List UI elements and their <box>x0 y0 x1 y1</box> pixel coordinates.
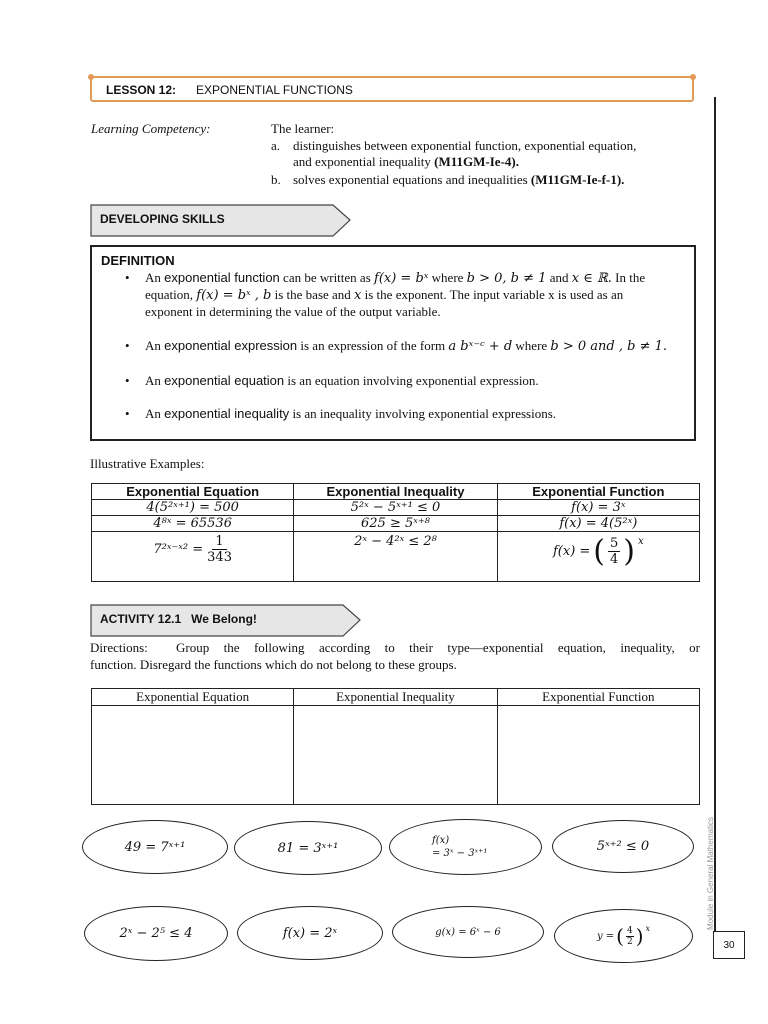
fraction-denominator: 343 <box>207 550 232 565</box>
directions-label: Directions: <box>90 640 148 655</box>
expression-card[interactable]: g(x) = 6ˣ − 6 <box>392 906 544 958</box>
directions <box>90 639 700 673</box>
fraction-expression <box>552 533 644 569</box>
math: x ∈ ℝ. <box>571 271 612 286</box>
fraction-lhs: y = <box>596 930 615 942</box>
competency-item-b-code: (M11GM-Ie-f-1). <box>530 172 625 187</box>
math: a bˣ⁻ᶜ + d <box>448 339 513 354</box>
competency-item-b-text: solves exponential equations and inequalities <box>293 172 528 187</box>
table-cell: 4(5²ˣ⁺¹) = 500 <box>92 500 294 516</box>
fraction-numerator: 4 <box>626 925 633 936</box>
competency-item-a-code: (M11GM-Ie-4). <box>434 154 519 169</box>
math: f(x) = bˣ <box>374 271 429 286</box>
exponent: x <box>638 536 644 547</box>
examples-heading: Illustrative Examples: <box>90 456 205 471</box>
table-row <box>92 532 700 582</box>
page-margin-rule <box>714 97 716 932</box>
examples-header-inequality: Exponential Inequality <box>294 484 497 500</box>
expression-card[interactable] <box>554 909 693 963</box>
fraction <box>608 536 620 567</box>
paren-close: ) <box>623 533 636 569</box>
definition-bullet-expression <box>125 338 690 355</box>
lesson-label: LESSON 12: <box>106 83 177 97</box>
paren-open: ( <box>593 533 606 569</box>
definition-title: DEFINITION <box>101 253 175 268</box>
fraction-expression <box>153 534 232 565</box>
table-row <box>92 516 700 532</box>
directions-text: function. Disregard the functions which do not belong to these groups. <box>90 657 457 672</box>
math: f(x) = bˣ , b <box>196 288 272 303</box>
answer-cell-function[interactable] <box>497 706 699 805</box>
expression-card[interactable]: 81 = 3ˣ⁺¹ <box>234 821 382 875</box>
text: can be written as <box>283 270 371 285</box>
text: is an equation involving exponential expression. <box>287 373 539 388</box>
text: is the exponent. The input variable x is used as an <box>364 287 624 302</box>
term-exponential-function: exponential function <box>164 270 280 285</box>
expression-card[interactable]: f(x) = 2ˣ <box>237 906 383 960</box>
table-cell: f(x) = 3ˣ <box>497 500 699 516</box>
answer-cell-inequality[interactable] <box>294 706 497 805</box>
table-cell: 2ˣ − 4²ˣ ≤ 2⁸ <box>294 532 497 582</box>
fraction-numerator: 1 <box>212 534 226 550</box>
table-cell: 4⁸ˣ = 65536 <box>92 516 294 532</box>
expression-card[interactable]: 2ˣ − 2⁵ ≤ 4 <box>84 906 228 961</box>
bullet-dot: • <box>125 270 130 285</box>
text: is the base and <box>274 287 351 302</box>
competency-marker-b: b. <box>271 172 281 187</box>
answer-cell-equation[interactable] <box>92 706 294 805</box>
text: An <box>145 406 161 421</box>
definition-bullet-inequality <box>125 406 690 422</box>
text: An <box>145 270 161 285</box>
table-cell <box>92 532 294 582</box>
table-row <box>92 500 700 516</box>
term-exponential-equation: exponential equation <box>164 373 285 388</box>
definition-bullet-function <box>125 270 690 320</box>
header-accent-dot <box>690 74 696 80</box>
activity-header-equation: Exponential Equation <box>92 689 294 706</box>
fraction-denominator: 4 <box>610 552 619 567</box>
fraction-lhs: f(x) = <box>552 544 591 559</box>
text: equation, <box>145 287 194 302</box>
directions-text: Group the following according to their type—exponential equation, inequality, or <box>176 640 700 655</box>
text: In the <box>615 270 646 285</box>
table-cell: f(x) = 4(5²ˣ) <box>497 516 699 532</box>
paren-close: ) <box>635 924 644 948</box>
exponent: x <box>645 924 651 933</box>
competency-item-a <box>293 138 693 170</box>
activity-table <box>91 688 700 805</box>
expression-card[interactable]: 5ˣ⁺² ≤ 0 <box>552 820 694 873</box>
fraction-denominator: 2 <box>626 936 633 947</box>
examples-header-function: Exponential Function <box>497 484 699 500</box>
text: is an inequality involving exponential expressions. <box>292 406 557 421</box>
competency-item-a-text: distinguishes between exponential function, exponential equation, <box>293 138 637 153</box>
expression-text: = 3ˣ − 3ˣ⁺¹ <box>432 848 488 859</box>
text: An <box>145 338 161 353</box>
definition-box <box>90 245 696 441</box>
examples-header-equation: Exponential Equation <box>92 484 294 500</box>
header-accent-dot <box>88 74 94 80</box>
table-cell: 5²ˣ − 5ˣ⁺¹ ≤ 0 <box>294 500 497 516</box>
definition-bullet-equation <box>125 373 690 389</box>
expression-text: f(x) <box>432 835 450 846</box>
math: b > 0 and , b ≠ 1. <box>550 339 668 354</box>
math: x <box>354 288 362 303</box>
directions-line <box>90 639 700 656</box>
competency-marker-a: a. <box>271 138 281 153</box>
term-exponential-expression: exponential expression <box>164 338 298 353</box>
activity-header-function: Exponential Function <box>497 689 699 706</box>
competency-item-a-text2: and exponential inequality <box>293 154 431 169</box>
activity-label: ACTIVITY 12.1 We Belong! <box>100 612 257 626</box>
math: b > 0, b ≠ 1 <box>466 271 547 286</box>
bullet-dot: • <box>125 338 130 353</box>
text: An <box>145 373 161 388</box>
expression-card[interactable] <box>389 819 542 875</box>
text: is an expression of the form <box>300 338 446 353</box>
fraction-numerator: 5 <box>610 536 619 551</box>
activity-banner <box>90 604 362 636</box>
competency-label: Learning Competency: <box>91 121 211 136</box>
activity-header-inequality: Exponential Inequality <box>294 689 497 706</box>
competency-item-b <box>293 172 703 188</box>
text: exponent in determining the value of the output variable. <box>145 304 441 319</box>
bullet-dot: • <box>125 373 130 388</box>
text: where <box>431 270 464 285</box>
developing-skills-banner <box>90 204 352 236</box>
page-number: 30 <box>713 931 745 959</box>
fraction-lhs: 7²ˣ⁻ˣ² = <box>153 542 204 557</box>
bullet-dot: • <box>125 406 130 421</box>
expression-card[interactable]: 49 = 7ˣ⁺¹ <box>82 820 228 874</box>
table-cell: 625 ≥ 5ˣ⁺⁸ <box>294 516 497 532</box>
fraction <box>626 926 634 947</box>
term-exponential-inequality: exponential inequality <box>164 406 290 421</box>
fraction-expression <box>597 924 650 948</box>
text: where <box>515 338 548 353</box>
developing-skills-label: DEVELOPING SKILLS <box>100 212 225 226</box>
examples-table <box>91 483 700 582</box>
lesson-title: EXPONENTIAL FUNCTIONS <box>196 83 353 97</box>
text: and <box>549 270 569 285</box>
side-module-text <box>694 780 715 930</box>
table-cell <box>497 532 699 582</box>
fraction <box>207 534 232 565</box>
module-title: Module in General Mathematics <box>706 817 715 930</box>
competency-intro: The learner: <box>271 121 335 136</box>
paren-open: ( <box>616 924 624 948</box>
lesson-header-bar <box>90 76 694 102</box>
